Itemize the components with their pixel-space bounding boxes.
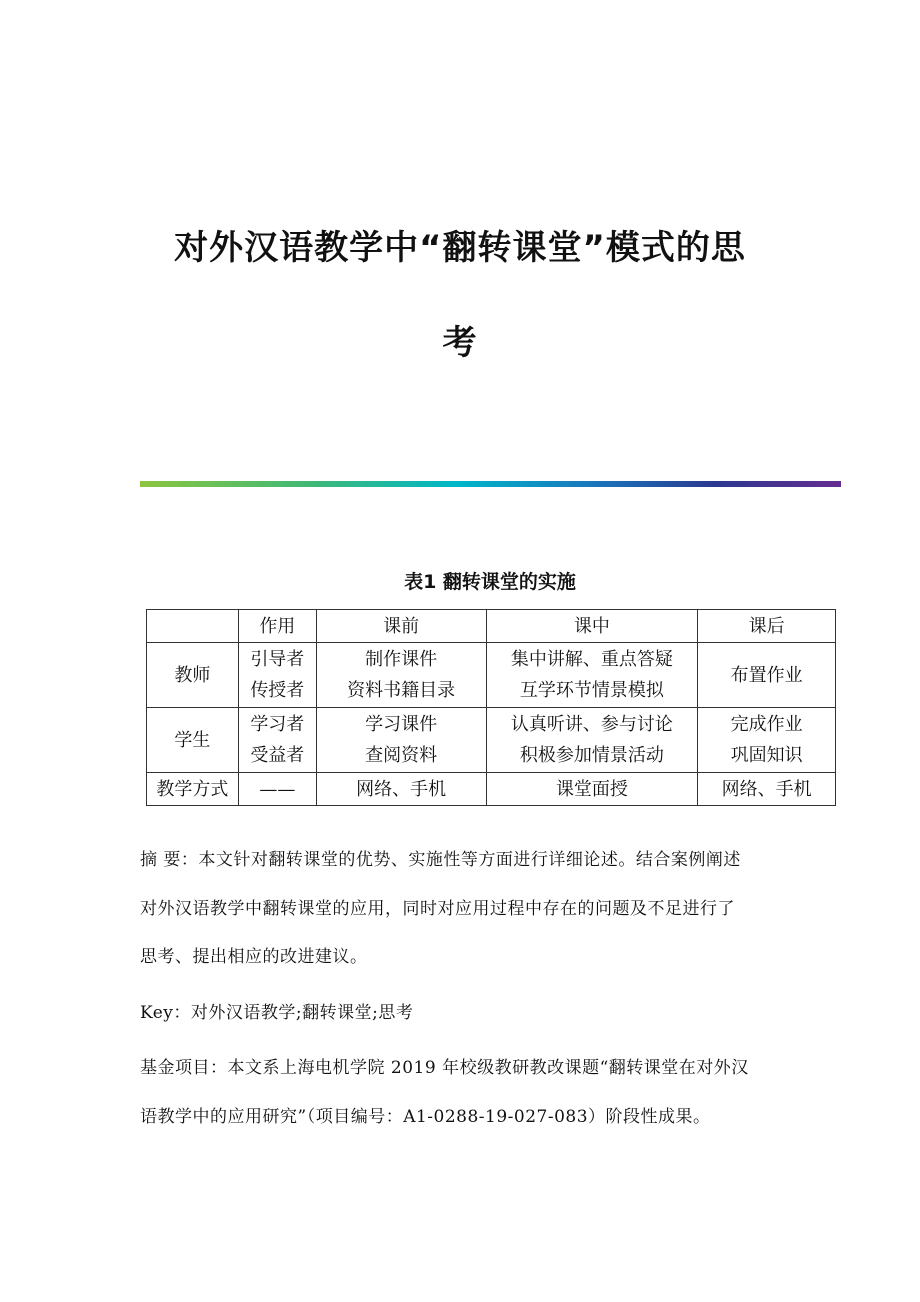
- cell-line: 制作课件: [365, 649, 438, 670]
- cell-role: [238, 708, 316, 773]
- abstract-line-3: 思考、提出相应的改进建议。: [140, 947, 368, 967]
- fund-line-2: 语教学中的应用研究”（项目编号：A1-0288-19-027-083）阶段性成果。: [140, 1107, 711, 1127]
- header-cell-in-class: 课中: [486, 610, 698, 643]
- cell-line: 认真听讲、参与讨论: [510, 714, 673, 735]
- cell-line: 积极参加情景活动: [519, 745, 664, 766]
- row-label: 学生: [147, 708, 239, 773]
- implementation-table: [146, 609, 836, 806]
- table-header-row: [147, 610, 836, 643]
- cell-line: 学习者: [250, 714, 305, 735]
- header-cell-after-class: 课后: [698, 610, 836, 643]
- cell-line: 查阅资料: [365, 745, 438, 766]
- paper-title-line-2: 考: [442, 323, 478, 363]
- cell-role: ——: [238, 773, 316, 806]
- table-row-teaching-method: [147, 773, 836, 806]
- header-cell-before-class: 课前: [316, 610, 486, 643]
- cell-after: [698, 643, 836, 708]
- cell-line: 布置作业: [730, 664, 803, 686]
- cell-during: [486, 708, 698, 773]
- cell-during: 课堂面授: [486, 773, 698, 806]
- cell-role: [238, 643, 316, 708]
- abstract-line-1: 摘 要：本文针对翻转课堂的优势、实施性等方面进行详细论述。结合案例阐述: [140, 850, 741, 870]
- abstract-line-2: 对外汉语教学中翻转课堂的应用，同时对应用过程中存在的问题及不足进行了: [140, 899, 735, 919]
- fund-line-1: 基金项目：本文系上海电机学院 2019 年校级教研教改课题“翻转课堂在对外汉: [140, 1058, 749, 1078]
- keywords-line: Key：对外汉语教学;翻转课堂;思考: [140, 1003, 414, 1023]
- cell-before: [316, 643, 486, 708]
- table-row-teacher: [147, 643, 836, 708]
- cell-line: 资料书籍目录: [347, 680, 456, 701]
- cell-line: 互学环节情景模拟: [519, 680, 664, 701]
- cell-line: 受益者: [250, 745, 305, 766]
- cell-line: 完成作业: [730, 714, 803, 735]
- cell-after: 网络、手机: [698, 773, 836, 806]
- gradient-divider: [140, 481, 841, 487]
- row-label: 教师: [147, 643, 239, 708]
- header-cell-empty: [147, 610, 239, 643]
- cell-during: [486, 643, 698, 708]
- paper-title-line-1: 对外汉语教学中“翻转课堂”模式的思: [174, 228, 746, 268]
- cell-before: [316, 708, 486, 773]
- cell-after: [698, 708, 836, 773]
- table-caption: 表1 翻转课堂的实施: [404, 571, 576, 593]
- cell-line: 传授者: [250, 680, 305, 701]
- cell-line: 学习课件: [365, 714, 438, 735]
- cell-line: 引导者: [250, 649, 305, 670]
- row-label: 教学方式: [147, 773, 239, 806]
- cell-before: 网络、手机: [316, 773, 486, 806]
- cell-line: 集中讲解、重点答疑: [510, 649, 673, 670]
- header-cell-role: 作用: [238, 610, 316, 643]
- table-row-student: [147, 708, 836, 773]
- cell-line: 巩固知识: [730, 745, 803, 766]
